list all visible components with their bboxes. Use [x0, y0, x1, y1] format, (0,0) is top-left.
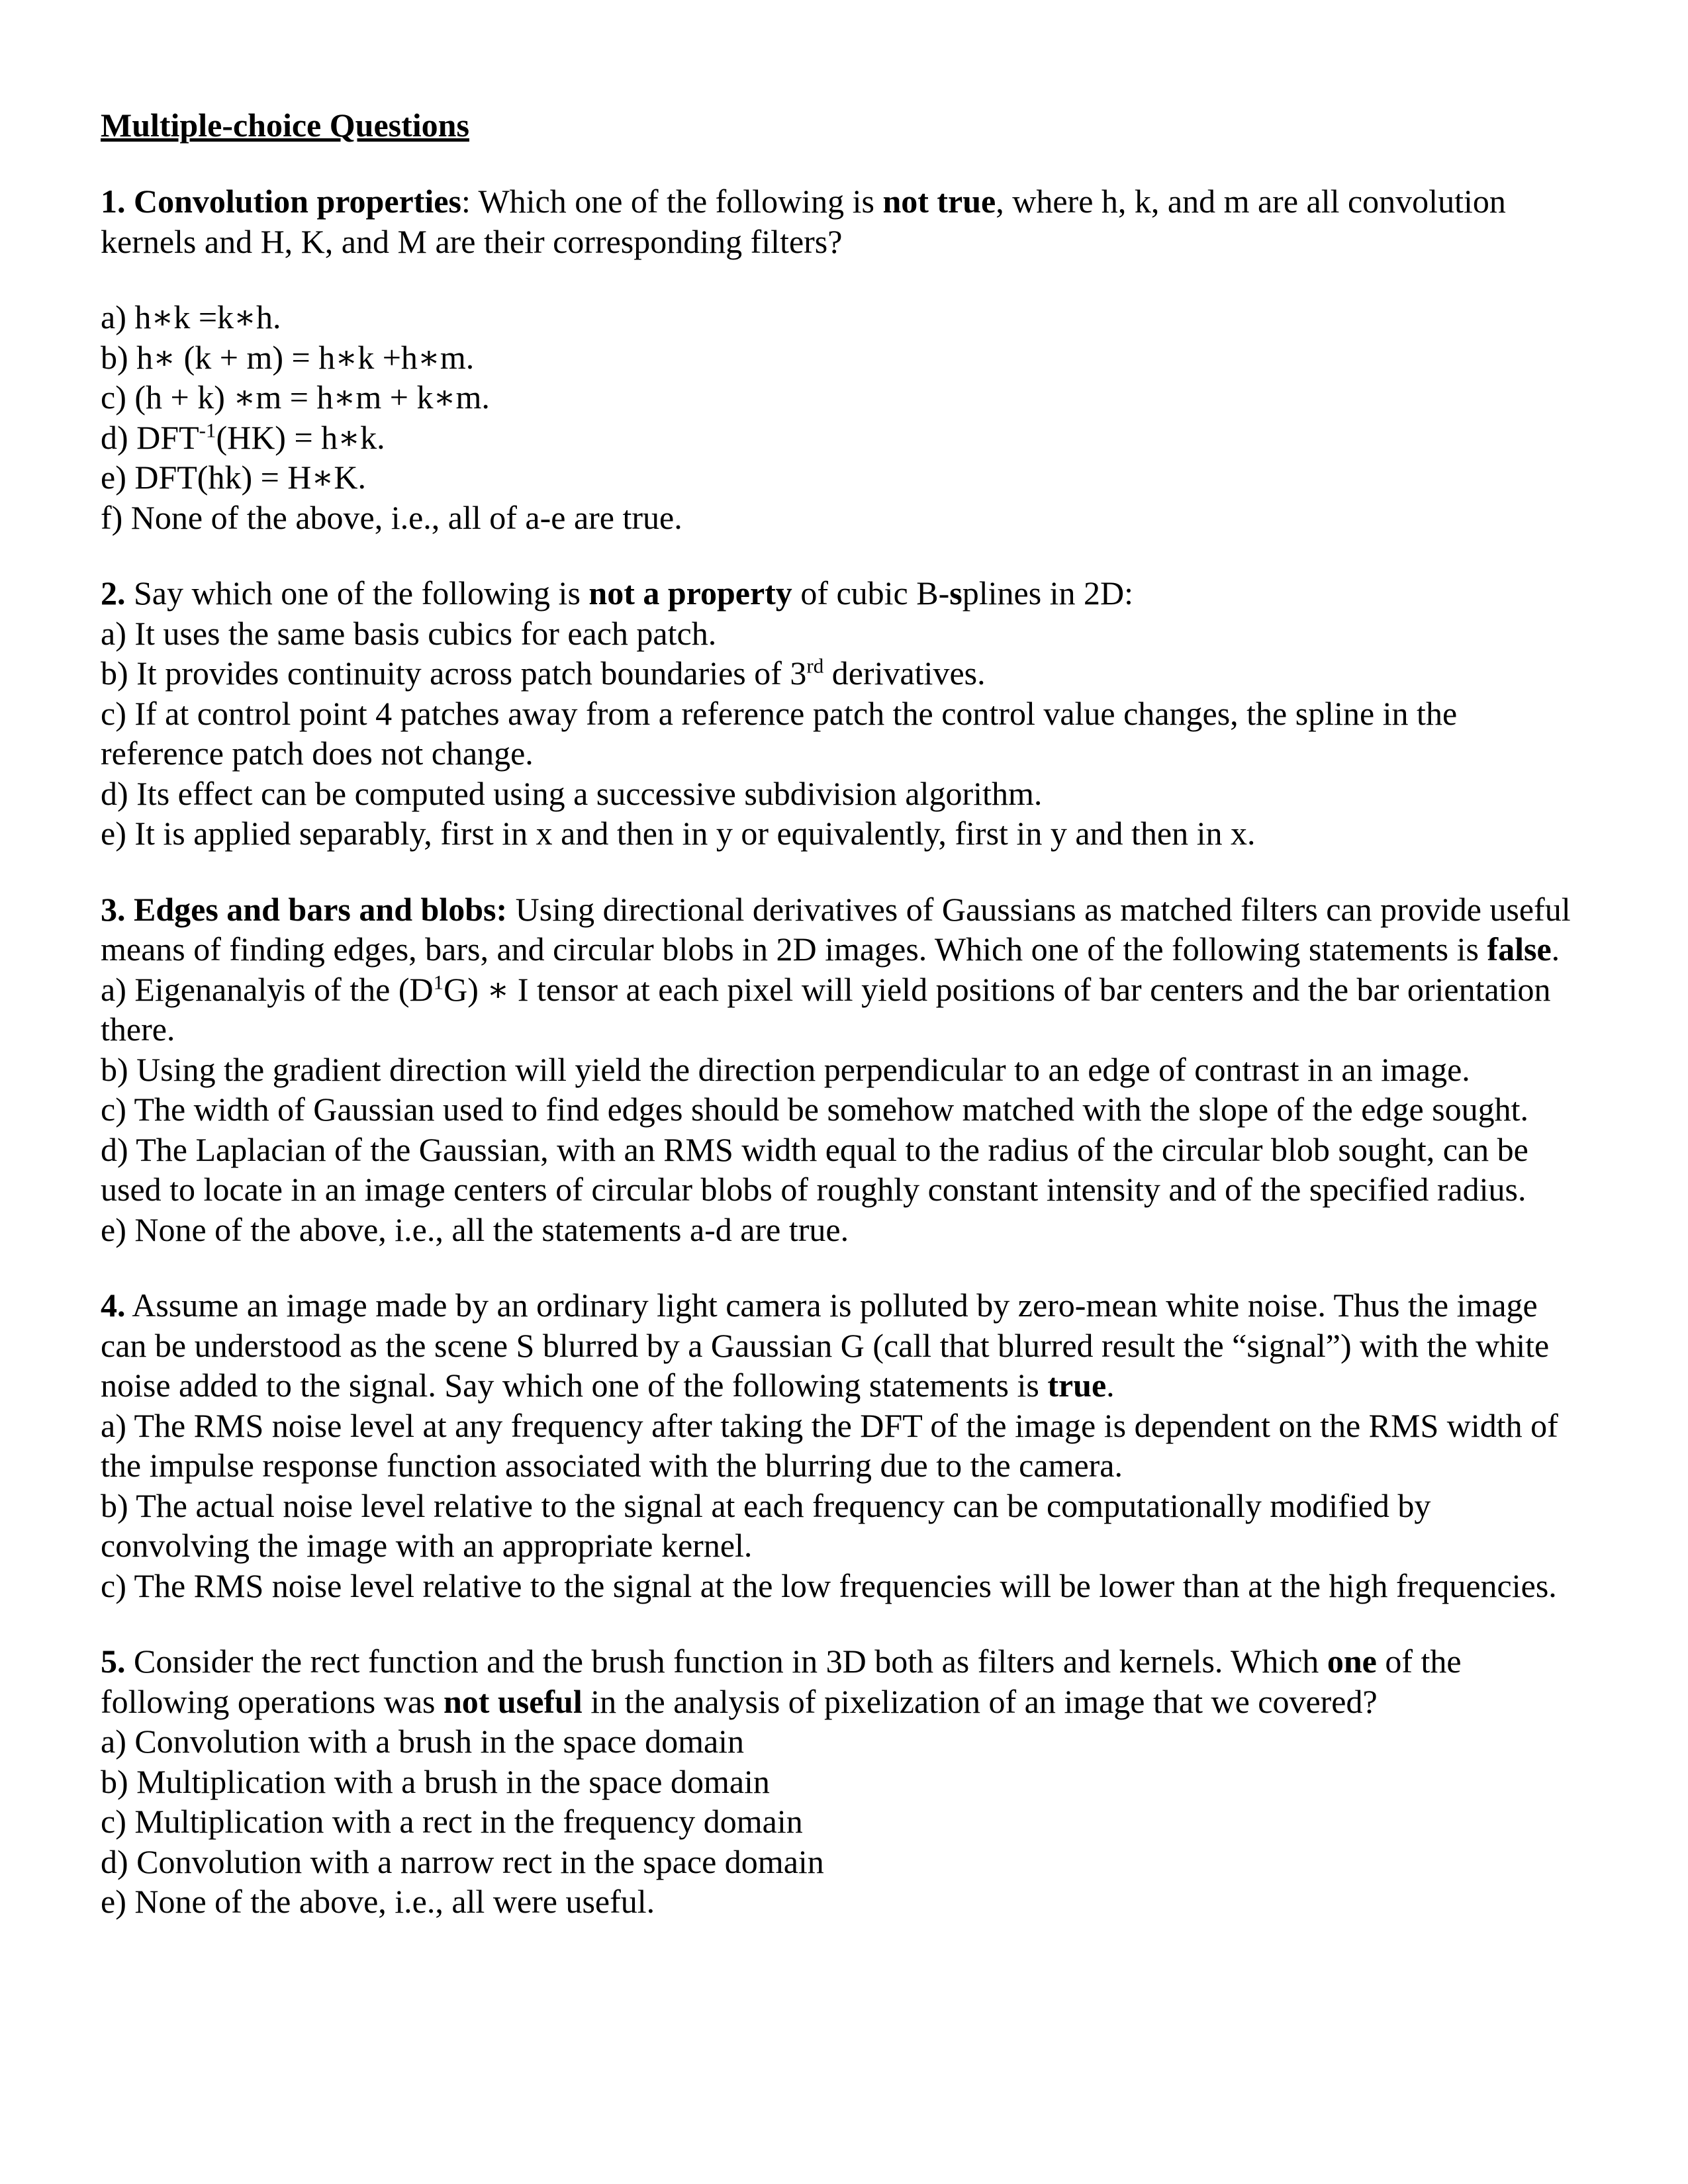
text-run: e) It is applied separably, first in x and then in y or equivalently, first in y and then in x. — [101, 815, 1256, 852]
text-run: a) Convolution with a brush in the space domain — [101, 1723, 745, 1760]
question-5-intro — [101, 1641, 1587, 1721]
text-run: c) The RMS noise level relative to the signal at the low frequencies will be lower than at the high frequencies. — [101, 1567, 1557, 1604]
question-4-option-a — [101, 1406, 1587, 1486]
question-5-option-d — [101, 1842, 1587, 1882]
text-run: Consider the rect function and the brush function in 3D both as filters and kernels. Which — [125, 1643, 1327, 1680]
question-4-option-b — [101, 1486, 1587, 1566]
bold-text-run: false — [1487, 931, 1552, 968]
question-3 — [101, 889, 1587, 1250]
bold-text-run: not a property — [588, 574, 792, 612]
question-5-option-e — [101, 1882, 1587, 1922]
question-5-option-c — [101, 1801, 1587, 1842]
bold-text-run: true — [1047, 1367, 1107, 1404]
question-2-option-c — [101, 694, 1587, 774]
question-3-intro — [101, 889, 1587, 970]
text-run: . — [1551, 931, 1560, 968]
text-run: (HK) = h∗k. — [216, 418, 385, 456]
question-2-intro — [101, 573, 1587, 614]
bold-text-run: 3. Edges and bars and blobs: — [101, 890, 508, 928]
text-run: f) None of the above, i.e., all of a-e are true. — [101, 498, 682, 536]
text-run: a) The RMS noise level at any frequency after taking the DFT of the image is dependent on the RMS width of the impulse response function associated with the blurring due to the camera. — [101, 1406, 1558, 1484]
question-3-option-c — [101, 1089, 1587, 1130]
superscript-run: -1 — [199, 418, 216, 441]
text-run: c) If at control point 4 patches away from a reference patch the control value changes, the spline in the reference patch does not change. — [101, 694, 1458, 772]
text-run: derivatives. — [823, 655, 986, 692]
bold-text-run: 5. — [101, 1643, 126, 1680]
text-run: b) It provides continuity across patch boundaries of 3 — [101, 655, 807, 692]
question-2-option-b — [101, 653, 1587, 694]
question-3-option-d — [101, 1130, 1587, 1210]
question-4 — [101, 1285, 1587, 1606]
document-title: Multiple-choice Questions — [101, 107, 469, 144]
text-run: a) It uses the same basis cubics for each patch. — [101, 614, 717, 652]
text-run: d) DFT — [101, 418, 199, 456]
question-1-option-f — [101, 498, 1587, 538]
text-run: G) ∗ I tensor at each pixel will yield positions of bar centers and the bar orientation there. — [101, 970, 1551, 1048]
text-run: a) Eigenanalyis of the (D — [101, 970, 434, 1008]
text-run: Say which one of the following is — [125, 574, 589, 612]
text-run: d) Convolution with a narrow rect in the space domain — [101, 1843, 824, 1880]
text-run: b) The actual noise level relative to the signal at each frequency can be computationally modified by convolving the image with an appropriate kernel. — [101, 1486, 1431, 1564]
text-run: e) None of the above, i.e., all were useful. — [101, 1883, 655, 1920]
question-3-option-b — [101, 1050, 1587, 1090]
text-run: . — [1106, 1367, 1115, 1404]
bold-text-run: 2. — [101, 574, 126, 612]
question-2-option-d — [101, 774, 1587, 814]
text-run: a) h∗k =k∗h. — [101, 298, 281, 336]
text-run: b) Multiplication with a brush in the space domain — [101, 1762, 770, 1800]
text-run: e) DFT(hk) = H∗K. — [101, 459, 367, 496]
question-5-option-a — [101, 1721, 1587, 1762]
question-1-option-d — [101, 418, 1587, 458]
text-run: of cubic B- — [792, 574, 950, 612]
question-1-intro — [101, 181, 1587, 261]
text-run: Using directional derivatives of Gaussians as matched filters can provide useful means of finding edges, bars, and circular blobs in 2D images. Which one of the following statements is — [101, 890, 1571, 968]
text-run: b) h∗ (k + m) = h∗k +h∗m. — [101, 338, 475, 376]
question-1-option-e — [101, 457, 1587, 498]
bold-text-run: s — [949, 574, 962, 612]
text-run: d) The Laplacian of the Gaussian, with an RMS width equal to the radius of the circular blob sought, can be used to locate in an image centers of circular blobs of roughly constant intensity and of the specified radius. — [101, 1130, 1528, 1208]
text-run: Assume an image made by an ordinary light camera is polluted by zero-mean white noise. Thus the image can be understood as the scene S blurred by a Gaussian G (call that blurred result the “signal”) with the white noise added to the signal. Say which one of the following statements is — [101, 1287, 1550, 1404]
question-4-option-c — [101, 1566, 1587, 1606]
question-1-option-c — [101, 377, 1587, 418]
text-run: , where h, k, and m are all convolution kernels and H, K, and M are their corresponding filters? — [101, 183, 1506, 260]
bold-text-run: 1. Convolution properties — [101, 183, 461, 220]
text-run: of the following operations was — [101, 1643, 1462, 1720]
text-run: c) The width of Gaussian used to find edges should be somehow matched with the slope of the edge sought. — [101, 1091, 1528, 1128]
questions-container — [101, 181, 1587, 1922]
bold-text-run: not useful — [443, 1682, 583, 1720]
question-3-option-a — [101, 970, 1587, 1050]
bold-text-run: one — [1327, 1643, 1377, 1680]
question-3-option-e — [101, 1210, 1587, 1250]
question-2-option-e — [101, 813, 1587, 854]
text-run: d) Its effect can be computed using a successive subdivision algorithm. — [101, 774, 1043, 812]
text-run: e) None of the above, i.e., all the statements a-d are true. — [101, 1210, 849, 1248]
question-5-option-b — [101, 1762, 1587, 1802]
superscript-run: rd — [806, 654, 824, 678]
question-1-option-b — [101, 338, 1587, 378]
question-2-option-a — [101, 614, 1587, 654]
text-run: : Which one of the following is — [461, 183, 883, 220]
question-4-intro — [101, 1285, 1587, 1406]
text-run: plines in 2D: — [962, 574, 1134, 612]
text-run: c) Multiplication with a rect in the frequency domain — [101, 1803, 803, 1840]
text-run: b) Using the gradient direction will yield the direction perpendicular to an edge of contrast in an image. — [101, 1050, 1470, 1088]
text-run: in the analysis of pixelization of an image that we covered? — [582, 1682, 1378, 1720]
text-run: c) (h + k) ∗m = h∗m + k∗m. — [101, 379, 490, 416]
bold-text-run: 4. — [101, 1287, 126, 1324]
question-5 — [101, 1641, 1587, 1922]
bold-text-run: not true — [882, 183, 996, 220]
question-1 — [101, 181, 1587, 537]
question-2 — [101, 573, 1587, 854]
superscript-run: 1 — [433, 970, 444, 993]
question-1-option-a — [101, 297, 1587, 338]
